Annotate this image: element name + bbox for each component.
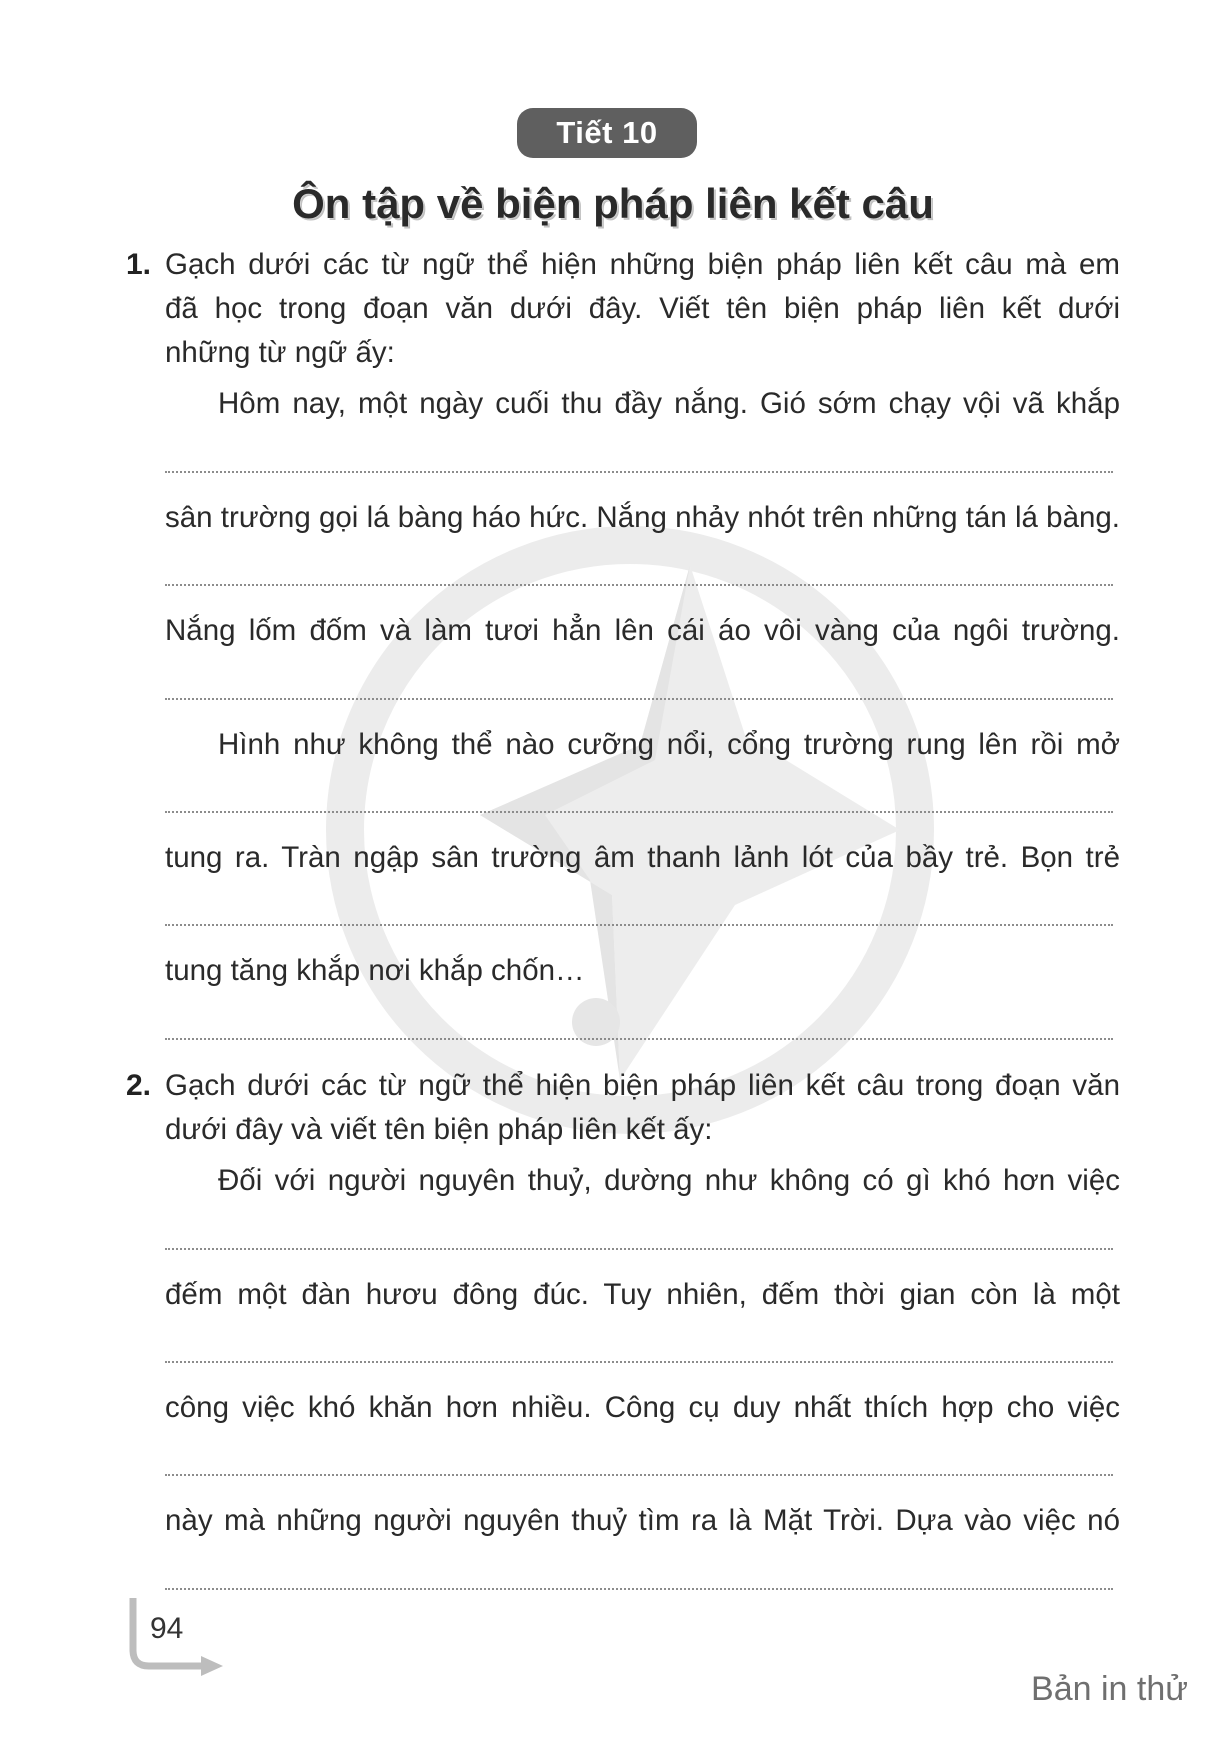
exercise-1-passage-line: Hôm nay, một ngày cuối thu đầy nắng. Gió sớm chạy vội vã khắp <box>218 387 1120 420</box>
exercise-2-passage-line: này mà những người nguyên thuỷ tìm ra là Mặt Trời. Dựa vào việc nó <box>165 1504 1120 1537</box>
lesson-badge: Tiết 10 <box>517 108 697 158</box>
exercise-1-passage-line: Hình như không thể nào cưỡng nổi, cổng trường rung lên rồi mở <box>218 728 1120 761</box>
exercise-1-passage-line: tung ra. Tràn ngập sân trường âm thanh lảnh lót của bầy trẻ. Bọn trẻ <box>165 841 1120 874</box>
exercise-1-instruction-line: những từ ngữ ấy: <box>165 336 395 369</box>
answer-line[interactable] <box>165 1588 1113 1590</box>
page-number: 94 <box>150 1612 184 1645</box>
exercise-1-instruction-line: đã học trong đoạn văn dưới đây. Viết tên biện pháp liên kết dưới <box>165 292 1120 325</box>
answer-line[interactable] <box>165 1038 1113 1040</box>
print-note: Bản in thử <box>1031 1670 1188 1708</box>
answer-line[interactable] <box>165 924 1113 926</box>
exercise-2-passage-line: Đối với người nguyên thuỷ, dường như không có gì khó hơn việc <box>218 1164 1120 1197</box>
exercise-1-passage-line: Nắng lốm đốm và làm tươi hẳn lên cái áo vôi vàng của ngôi trường. <box>165 614 1120 647</box>
answer-line[interactable] <box>165 1361 1113 1363</box>
answer-line[interactable] <box>165 698 1113 700</box>
exercise-1-passage-line: tung tăng khắp nơi khắp chốn… <box>165 954 585 987</box>
exercise-2-passage-line: công việc khó khăn hơn nhiều. Công cụ duy nhất thích hợp cho việc <box>165 1391 1120 1424</box>
answer-line[interactable] <box>165 811 1113 813</box>
exercise-1-passage-line: sân trường gọi lá bàng háo hức. Nắng nhảy nhót trên những tán lá bàng. <box>165 501 1120 534</box>
exercise-1-instruction-line: Gạch dưới các từ ngữ thể hiện những biện pháp liên kết câu mà em <box>165 248 1120 281</box>
answer-line[interactable] <box>165 1248 1113 1250</box>
answer-line[interactable] <box>165 471 1113 473</box>
answer-line[interactable] <box>165 1474 1113 1476</box>
exercise-2-passage-line: đếm một đàn hươu đông đúc. Tuy nhiên, đếm thời gian còn là một <box>165 1278 1120 1311</box>
answer-line[interactable] <box>165 584 1113 586</box>
exercise-2-number: 2. <box>126 1069 152 1102</box>
page-title: Ôn tập về biện pháp liên kết câu <box>292 180 934 227</box>
exercise-2-instruction-line: dưới đây và viết tên biện pháp liên kết ấy: <box>165 1113 713 1146</box>
exercise-2-instruction-line: Gạch dưới các từ ngữ thể hiện biện pháp liên kết câu trong đoạn văn <box>165 1069 1120 1102</box>
exercise-1-number: 1. <box>126 248 152 281</box>
